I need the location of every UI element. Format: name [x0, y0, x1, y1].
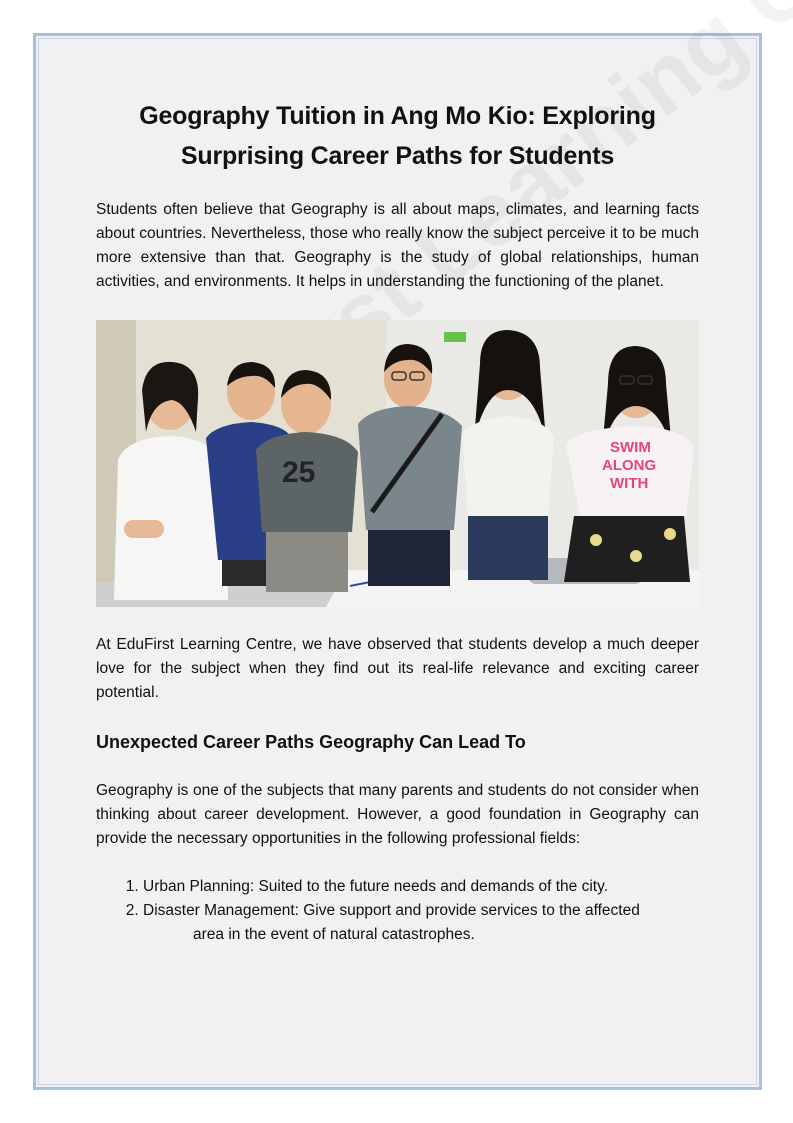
student-group-photo [96, 320, 699, 607]
list-item: 1. Urban Planning: Suited to the future needs and demands of the city. [143, 875, 699, 899]
section-heading: Unexpected Career Paths Geography Can Lead To [96, 732, 526, 752]
centre-paragraph: At EduFirst Learning Centre, we have observed that students develop a much deeper love for the subject when they find out its real-life relevance and exciting career potential. [96, 636, 699, 701]
document-body [96, 96, 699, 947]
document-title: Geography Tuition in Ang Mo Kio: Exploring Surprising Career Paths for Students [139, 102, 656, 170]
section-paragraph: Geography is one of the subjects that many parents and students do not consider when thinking about career development. However, a good foundation in Geography can provide the necessary opportunities in the following professional fields: [96, 782, 699, 847]
svg-text:ALONG: ALONG [602, 457, 657, 474]
career-list [96, 875, 699, 947]
list-item: 2. Disaster Management: Give support and provide services to the affected area in the event of natural catastrophes. [143, 899, 699, 947]
svg-text:25: 25 [282, 456, 316, 489]
svg-text:SWIM: SWIM [610, 439, 651, 456]
svg-text:WITH: WITH [610, 475, 649, 492]
intro-paragraph: Students often believe that Geography is all about maps, climates, and learning facts about countries. Nevertheless, those who really know the subject perceive it to be much more extensive than that. Geography is the study of global relationships, human activities, and environments. It helps in understanding the functioning of the planet. [96, 201, 699, 290]
list-item-continuation: area in the event of natural catastrophes. [193, 926, 475, 943]
